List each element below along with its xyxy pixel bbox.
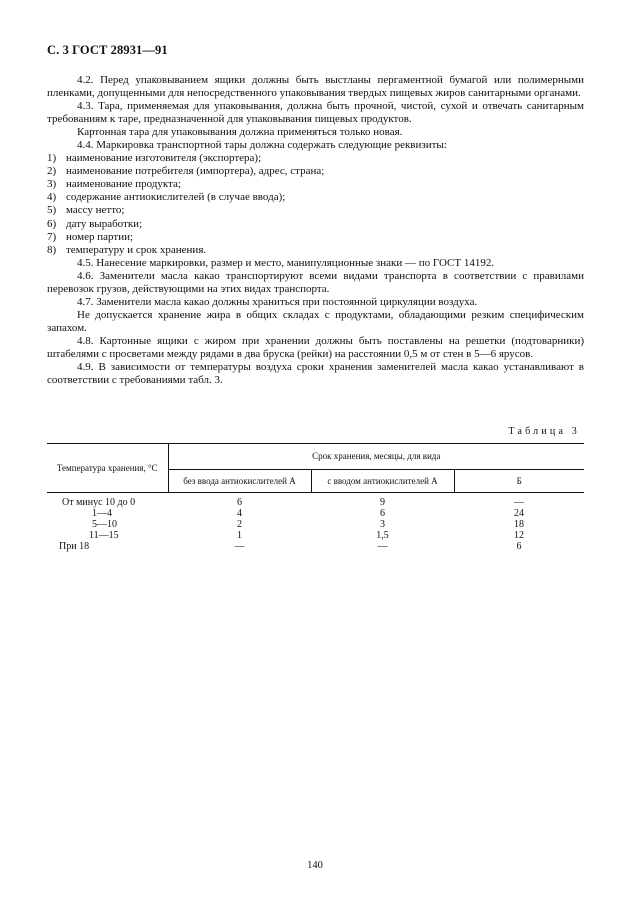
table-cell: 24 [514, 508, 524, 519]
table-cell: 2 [237, 519, 242, 530]
paragraph-4-5: 4.5. Нанесение маркировки, размер и место, манипуляционные знаки — по ГОСТ 14192. [77, 256, 495, 269]
list-item-number: 2) [47, 165, 57, 178]
paragraph-4-6: 4.6. Заменители масла какао транспортируют всеми видами транспорта в соответствии с правилами перевозок грузов, действующими на этих видах транспорта. [47, 269, 584, 295]
table-cell: 6 [380, 508, 385, 519]
list-item-number: 1) [47, 152, 57, 165]
table-row [47, 530, 584, 541]
list-item [47, 218, 584, 231]
list-item-text: наименование потребителя (импортера), адрес, страна; [66, 165, 325, 178]
table-row [47, 508, 584, 519]
table-cell-temperature: От минус 10 до 0 [62, 497, 136, 508]
table-cell: 4 [237, 508, 242, 519]
table-cell: 18 [514, 519, 524, 530]
table-row [47, 493, 584, 509]
marking-requisites-list [47, 152, 584, 256]
list-item-number: 7) [47, 230, 57, 243]
table-cell: — [234, 541, 245, 552]
list-item-text: номер партии; [66, 230, 134, 243]
paragraph-4-3-continued: Картонная тара для упаковывания должна применяться только новая. [77, 126, 403, 139]
table-cell: 9 [380, 497, 385, 508]
paragraph-4-4: 4.4. Маркировка транспортной тары должна содержать следующие реквизиты: [77, 139, 447, 152]
table-cell: 6 [516, 541, 522, 552]
table-caption: Таблица 3 [508, 426, 580, 437]
paragraph-4-7-continued: Не допускается хранение жира в общих складах с продуктами, обладающими резким специфическим запахом. [47, 308, 584, 334]
list-item-text: содержание антиокислителей (в случае ввода); [66, 191, 286, 204]
list-item-text: массу нетто; [66, 204, 125, 217]
list-item [47, 231, 584, 244]
paragraph-4-3: 4.3. Тара, применяемая для упаковывания, должна быть прочной, чистой, сухой и отвечать санитарным требованиям к таре, предназначенной для упаковывания пищевых продуктов. [47, 100, 584, 126]
list-item-number: 5) [47, 204, 57, 217]
table-row [47, 519, 584, 530]
list-item-number: 4) [47, 191, 57, 204]
list-item-text: температуру и срок хранения. [66, 243, 207, 256]
list-item [47, 191, 584, 204]
paragraph-4-9: 4.9. В зависимости от температуры воздуха сроки хранения заменителей масла какао устанавливают в соответствии с требованиями табл. 3. [47, 361, 584, 387]
list-item-text: наименование продукта; [66, 178, 181, 191]
table-cell-temperature: 5—10 [92, 519, 117, 530]
table-cell: — [377, 541, 388, 552]
document-body [47, 74, 584, 387]
table-cell: 3 [380, 519, 385, 530]
list-item [47, 165, 584, 178]
paragraph-4-8: 4.8. Картонные ящики с жиром при хранении должны быть поставлены на решетки (подтоварники) штабелями с просветами между рядами в два бруска (рейки) на расстоянии 0,5 м от стен в 5—6 ярусов. [47, 334, 584, 360]
list-item [47, 204, 584, 217]
table-cell-temperature: При 18 [59, 541, 90, 552]
table-cell-temperature: 1—4 [92, 508, 112, 519]
table-cell: 1,5 [376, 530, 389, 541]
list-item-number: 8) [47, 243, 57, 256]
column-header-a-with-antioxidants: с вводом антиокислителей А [311, 470, 454, 493]
column-header-temperature: Температура хранения, °С [47, 444, 168, 493]
table-cell: — [514, 497, 524, 508]
column-header-a-without-antioxidants: без ввода антиокислителей А [168, 470, 311, 493]
table-cell: 1 [237, 530, 242, 541]
list-item-text: дату выработки; [66, 217, 143, 230]
list-item-number: 3) [47, 178, 57, 191]
column-header-b: Б [454, 470, 584, 493]
list-item [47, 178, 584, 191]
column-header-storage-group: Срок хранения, месяцы, для вида [168, 444, 584, 470]
list-item-number: 6) [47, 217, 57, 230]
page-header: С. 3 ГОСТ 28931—91 [47, 43, 168, 57]
table-row [47, 541, 584, 552]
table-cell-temperature: 11—15 [89, 530, 119, 541]
table-cell: 12 [514, 530, 524, 541]
paragraph-4-7: 4.7. Заменители масла какао должны храниться при постоянной циркуляции воздуха. [77, 295, 478, 308]
list-item [47, 152, 584, 165]
paragraph-4-2: 4.2. Перед упаковыванием ящики должны быть выстланы пергаментной бумагой или полимерными пленками, допущенными для непосредственного упаковывания твердых пищевых жиров санитарными органами. [47, 74, 584, 100]
storage-terms-table [47, 443, 584, 552]
table-cell: 6 [237, 497, 242, 508]
list-item [47, 244, 584, 257]
page-number: 140 [307, 860, 323, 871]
list-item-text: наименование изготовителя (экспортера); [66, 152, 262, 165]
